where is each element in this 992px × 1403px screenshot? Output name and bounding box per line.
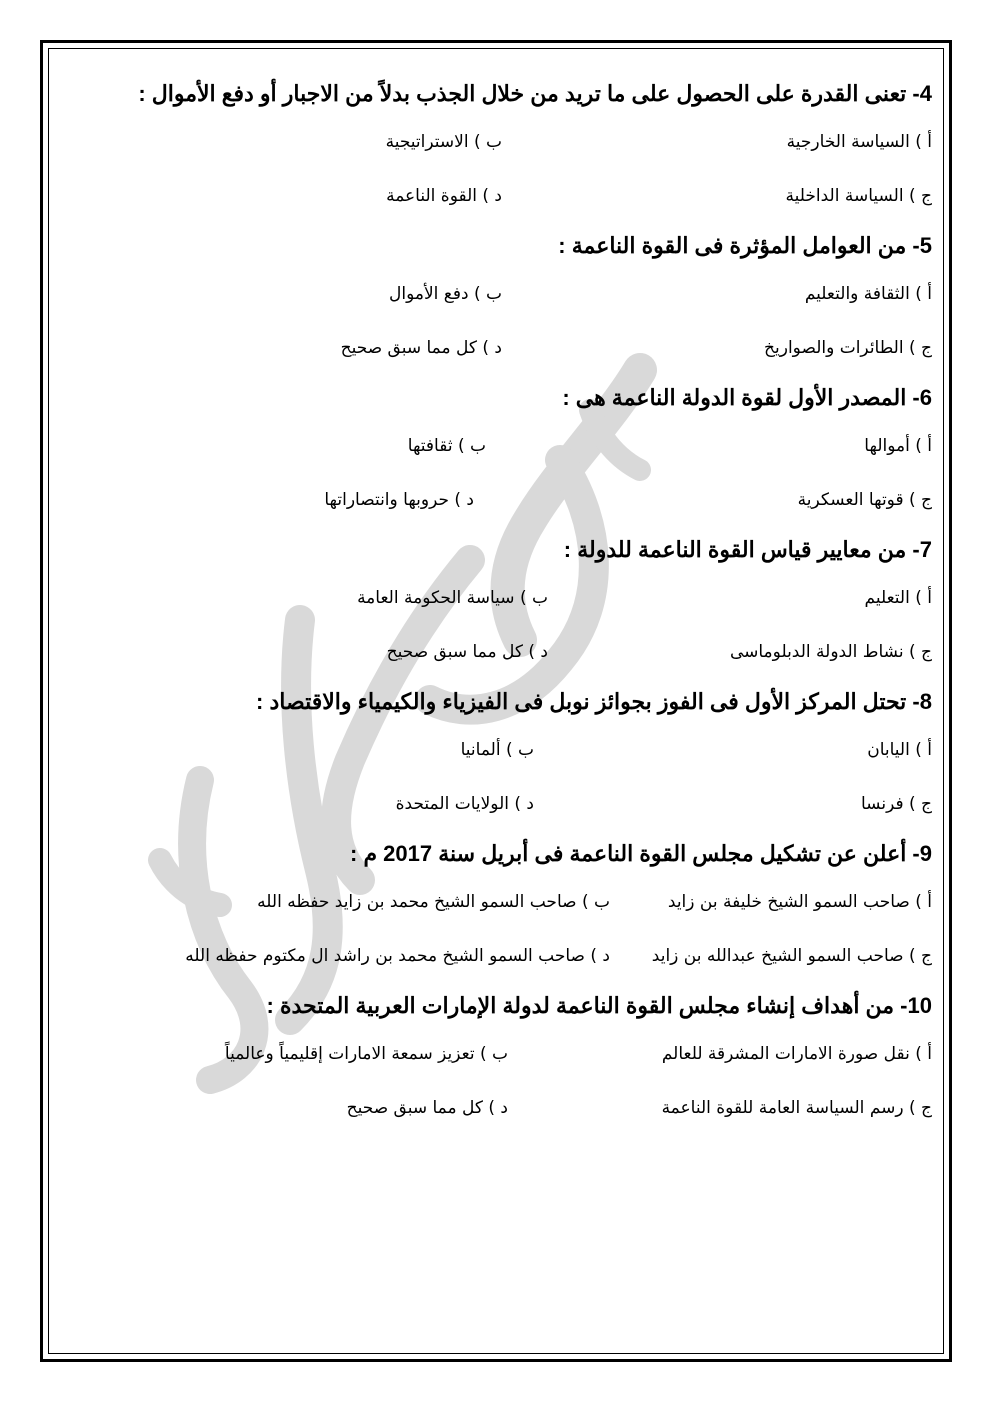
option-alif: أ ) اليابان [867, 740, 932, 760]
option-jim: ج ) صاحب السمو الشيخ عبدالله بن زايد [651, 946, 932, 966]
option-jim: ج ) السياسة الداخلية [785, 186, 932, 206]
options-row [62, 1032, 932, 1086]
option-ba: ب ) الاستراتيجية [385, 132, 502, 152]
options-row [62, 630, 932, 684]
option-jim: ج ) نشاط الدولة الدبلوماسى [729, 642, 932, 662]
questions-container [62, 76, 932, 1140]
question-block-7 [62, 532, 932, 684]
option-jim: ج ) قوتها العسكرية [797, 490, 932, 510]
question-text: 9- أعلن عن تشكيل مجلس القوة الناعمة فى أبريل سنة 2017 م : [350, 841, 932, 866]
option-ba: ب ) دفع الأموال [389, 284, 502, 304]
question-text: 10- من أهداف إنشاء مجلس القوة الناعمة لدولة الإمارات العربية المتحدة : [266, 993, 932, 1018]
options-row [62, 934, 932, 988]
option-dal: د ) كل مما سبق صحيح [386, 642, 548, 662]
option-alif: أ ) السياسة الخارجية [786, 132, 932, 152]
option-dal: د ) حروبها وانتصاراتها [324, 490, 474, 510]
option-jim: ج ) فرنسا [861, 794, 932, 814]
option-dal: د ) كل مما سبق صحيح [346, 1098, 508, 1118]
question-block-5 [62, 228, 932, 380]
options-row [62, 1086, 932, 1140]
question-block-10 [62, 988, 932, 1140]
question-block-8 [62, 684, 932, 836]
options-row [62, 576, 932, 630]
option-ba: ب ) تعزيز سمعة الامارات إقليمياً وعالمياً [224, 1044, 508, 1064]
option-ba: ب ) صاحب السمو الشيخ محمد بن زايد حفظه الله [257, 892, 610, 912]
option-ba: ب ) ألمانيا [460, 740, 534, 760]
option-ba: ب ) ثقافتها [407, 436, 486, 456]
question-text: 8- تحتل المركز الأول فى الفوز بجوائز نوبل فى الفيزياء والكيمياء والاقتصاد : [256, 689, 932, 714]
option-jim: ج ) رسم السياسة العامة للقوة الناعمة [661, 1098, 932, 1118]
option-alif: أ ) صاحب السمو الشيخ خليفة بن زايد [667, 892, 932, 912]
options-row [62, 326, 932, 380]
option-dal: د ) كل مما سبق صحيح [340, 338, 502, 358]
option-dal: د ) صاحب السمو الشيخ محمد بن راشد ال مكتوم حفظه الله [185, 946, 610, 966]
option-dal: د ) الولايات المتحدة [395, 794, 534, 814]
question-block-6 [62, 380, 932, 532]
options-row [62, 272, 932, 326]
question-text: 4- تعنى القدرة على الحصول على ما تريد من خلال الجذب بدلاً من الاجبار أو دفع الأموال : [138, 81, 932, 106]
option-ba: ب ) سياسة الحكومة العامة [357, 588, 548, 608]
options-row [62, 728, 932, 782]
question-block-4 [62, 76, 932, 228]
options-row [62, 880, 932, 934]
option-alif: أ ) نقل صورة الامارات المشرقة للعالم [661, 1044, 932, 1064]
options-row [62, 478, 932, 532]
options-row [62, 120, 932, 174]
option-jim: ج ) الطائرات والصواريخ [764, 338, 932, 358]
options-row [62, 424, 932, 478]
option-alif: أ ) الثقافة والتعليم [804, 284, 932, 304]
options-row [62, 782, 932, 836]
options-row [62, 174, 932, 228]
question-text: 5- من العوامل المؤثرة فى القوة الناعمة : [558, 233, 932, 258]
option-alif: أ ) أموالها [864, 436, 932, 456]
option-dal: د ) القوة الناعمة [386, 186, 502, 206]
question-block-9 [62, 836, 932, 988]
option-alif: أ ) التعليم [864, 588, 932, 608]
question-text: 7- من معايير قياس القوة الناعمة للدولة : [563, 537, 932, 562]
question-text: 6- المصدر الأول لقوة الدولة الناعمة هى : [562, 385, 932, 410]
